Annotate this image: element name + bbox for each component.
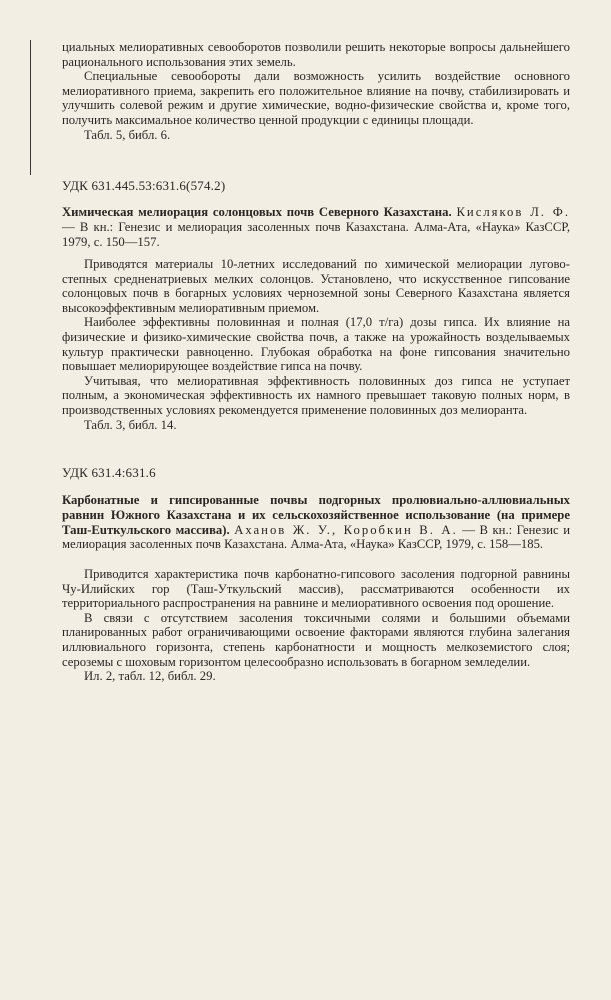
entry-source: — В кн.: Генезис и мелиорация засоленных почв Казахстана. Алма-Ата, «Наука» КазССР, 1979, с. 150—157. — [62, 219, 570, 249]
paragraph: Приводится характеристика почв карбонатно-гипсового засоления подгорной равнины Чу-Илийских гор (Таш-Уткульский массив), рассматриваются особенности их территориального распространения на равнине и мелиоративного освоения под орошение. — [62, 567, 570, 611]
paragraph: Учитывая, что мелиоративная эффективность половинных доз гипса не уступает полным, а экономическая эффективность их намного превышает таковую полных норм, в производственных условиях рекомендуется применение половинных доз мелиоранта. — [62, 373, 570, 417]
udk-code: УДК 631.4:631.6 — [62, 465, 156, 480]
entry-title: Карбонатные и гипсированные почвы подгорных пролювиально-аллювиальных равнин Южного Казахстана и их сельскохозяйственное использование (на примере Таш-Euткульского массива). — [62, 493, 570, 537]
entry-author: Аханов Ж. У., Коробкин В. А. — [234, 522, 458, 537]
entry-title: Химическая мелиорация солонцовых почв Северного Казахстана. — [62, 205, 452, 219]
paragraph: В связи с отсутствием засоления токсичными солями и большими объемами планированных работ ограничивающими освоение факторами являются глубина залегания иллювиального горизонта, степень карбонатности и мощность мелкоземистого слоя; сероземы с шоховым горизонтом целесообразно использовать в богарном земледелии. — [62, 610, 570, 669]
reference-note: Табл. 5, библ. 6. — [84, 127, 171, 142]
entry-abstract — [62, 257, 570, 432]
paragraph: Приводятся материалы 10-летних исследований по химической мелиорации лугово-степных средненатриевых мелких солонцов. Установлено, что искусственное гипсование солонцовых почв в богарных условиях черноземной зоны Северного Казахстана является высокоэффективным мелиоративным приемом. — [62, 257, 570, 315]
reference-note: Ил. 2, табл. 12, библ. 29. — [84, 669, 216, 684]
paragraph: Специальные севообороты дали возможность усилить воздействие основного мелиоративного приема, закрепить его положительное влияние на почву, стабилизировать и улучшить солевой режим и другие химические, водно-физические свойства и, кроме того, получить максимальное количество ценной продукции с единицы площади. — [62, 69, 570, 127]
entry-abstract — [62, 567, 570, 684]
entry-heading — [62, 493, 570, 552]
reference-note: Табл. 3, библ. 14. — [84, 417, 177, 432]
abstract-continuation — [62, 40, 570, 142]
entry-source: — В кн.: Генезис и мелиорация засоленных почв Казахстана. Алма-Ата, «Наука» КазССР, 1979, с. 158—185. — [62, 522, 571, 552]
udk-code: УДК 631.445.53:631.6(574.2) — [62, 178, 226, 193]
paragraph: циальных мелиоративных севооборотов позволили решить некоторые вопросы дальнейшего рационального использования этих земель. — [62, 40, 570, 69]
entry-author: Кисляков Л. Ф. — [456, 205, 570, 219]
margin-rule — [30, 40, 31, 175]
entry-heading — [62, 205, 570, 249]
paragraph: Наиболее эффективны половинная и полная (17,0 т/га) дозы гипса. Их влияние на физические и физико-химические свойства почв, а также на урожайность возделываемых культур практически равноценно. Глубокая обработка на фоне гипсования значительно повышает мелиорирующее воздействие гипса на почву. — [62, 315, 570, 374]
